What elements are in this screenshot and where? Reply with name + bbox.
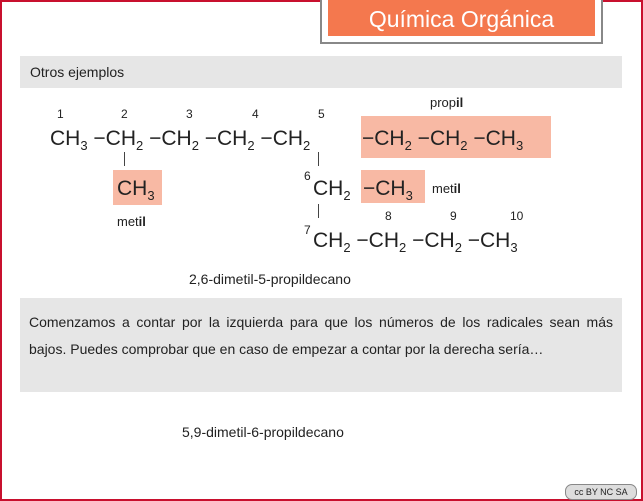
propil-label: propil bbox=[430, 95, 464, 110]
metil-label-left: metil bbox=[117, 214, 146, 229]
license-badge[interactable]: cc BY NC SA bbox=[565, 484, 637, 500]
section-header bbox=[20, 56, 622, 88]
main-chain: $CH_3 -CH_2 -CH_2 -CH_2 -CH_2$ bbox=[50, 127, 311, 153]
carbon-number-7: 7 bbox=[304, 223, 311, 237]
metil-label-right: metil bbox=[432, 181, 461, 196]
title-banner bbox=[320, 0, 603, 44]
lower-chain: $CH_2 -CH_2 -CH_2 -CH_3$ bbox=[313, 229, 518, 255]
carbon-number-6: 6 bbox=[304, 169, 311, 183]
carbon-number-2: 2 bbox=[121, 107, 128, 121]
carbon-number-5: 5 bbox=[318, 107, 325, 121]
bond-c6 bbox=[318, 204, 319, 218]
propyl-chain: $-CH_2 -CH_2 -CH_3$ bbox=[362, 127, 524, 153]
compound-name-correct: 2,6-dimetil-5-propildecano bbox=[189, 271, 351, 287]
carbon-number-9: 9 bbox=[450, 209, 457, 223]
methyl-left: $CH_3$ bbox=[117, 177, 155, 203]
page-title: Química Orgánica bbox=[328, 0, 595, 36]
methyl-right: $-CH_3$ bbox=[363, 177, 413, 203]
compound-name-wrong: 5,9-dimetil-6-propildecano bbox=[182, 424, 344, 440]
carbon-number-8: 8 bbox=[385, 209, 392, 223]
explanation-panel bbox=[20, 298, 622, 392]
carbon-number-3: 3 bbox=[186, 107, 193, 121]
section-heading: Otros ejemplos bbox=[30, 64, 125, 80]
carbon-number-10: 10 bbox=[510, 209, 524, 223]
bond-c5 bbox=[318, 152, 319, 166]
bond-c2 bbox=[124, 152, 125, 166]
carbon-number-1: 1 bbox=[57, 107, 64, 121]
c6-group: $CH_2$ bbox=[313, 177, 351, 203]
carbon-number-4: 4 bbox=[252, 107, 259, 121]
explanation-text: Comenzamos a contar por la izquierda para que los números de los radicales sean más bajos. Puedes comprobar que en caso de empezar a contar por la derecha sería… bbox=[29, 314, 613, 357]
